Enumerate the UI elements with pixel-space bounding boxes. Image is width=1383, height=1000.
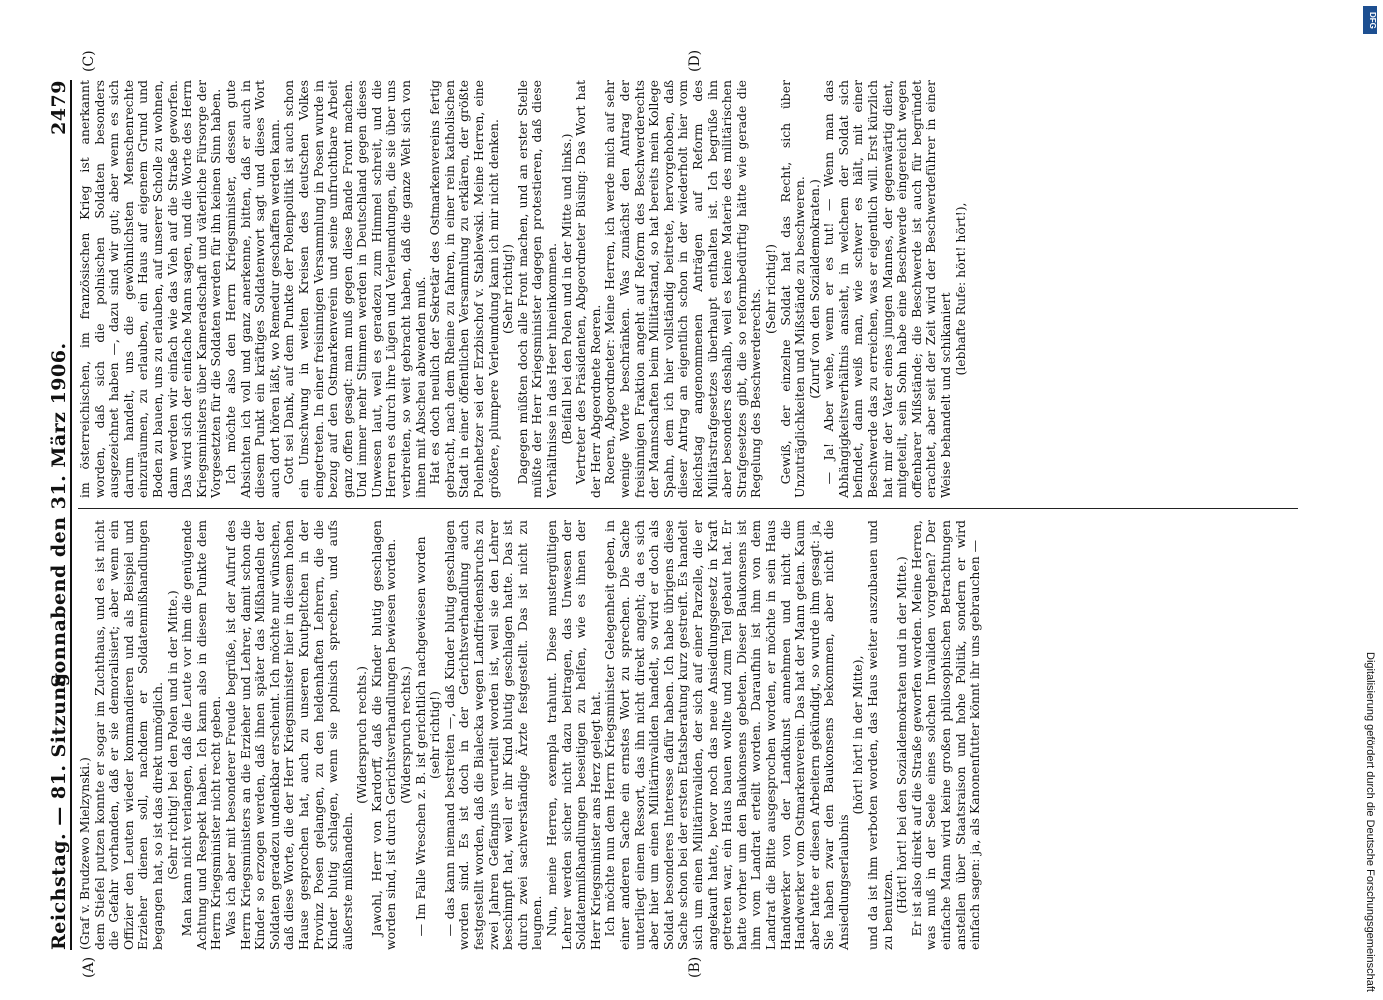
paragraph: Gewiß, der einzelne Soldat hat das Recht, sich über Unzuträglichkeiten und Mißstände zu beschweren.: [777, 80, 808, 498]
margin-marker-b: (B): [687, 956, 703, 978]
column-divider: [78, 508, 1298, 509]
paragraph: — Im Falle Wreschen z. B. ist gerichtlich nachgewiesen worden: [412, 536, 428, 937]
paragraph: (lebhafte Rufe: hört! hört!),: [952, 202, 968, 376]
paragraph: Man kann nicht verlangen, daß die Leute vor ihm die genügende Achtung und Respekt haben. Ich kann also in diesem Punkte dem Herrn Kriegsminister nicht recht geben.: [179, 520, 224, 950]
header-session: Reichstag. — 81. Sitzung.: [48, 665, 71, 950]
paragraph: (Zuruf von den Sozialdemokraten.): [806, 179, 822, 399]
paragraph: Jawohl, Herr von Kardorff, daß die Kinder blutig geschlagen worden sind, ist durch Gerichtsverhandlungen bewiesen worden.: [368, 520, 399, 950]
paragraph: (Beifall bei den Polen und in der Mitte und links.): [558, 133, 574, 445]
paragraph: dem Stiefel putzen konnte er sogar im Zuchthaus, und es ist nicht die Gefahr vorhanden, daß er sie demoralisiert; aber wenn ein Offizier den Leuten wieder kommandieren und als Beispiel und Erzieher dienen soll, nachdem er Soldatenmißhandlungen begangen hat, so ist das direkt unmöglich.: [91, 520, 165, 950]
margin-marker-c: (C): [81, 50, 97, 72]
paragraph: Dagegen müßten doch alle Front machen, und an erster Stelle müßte der Herr Kriegsminister dagegen protestieren, daß diese Verhältnisse in das Heer hineinkommen.: [514, 80, 559, 498]
margin-marker-d: (D): [687, 49, 703, 72]
paragraph: — Ja! Aber wehe, wenn er es tut! — Wenn man das Abhängigkeitsverhältnis ansieht, in welchem der Soldat sich befindet, dann weiß man, wie schwer es hält, mit einer Beschwerde das zu erreichen, was er eigentlich will. Erst kürzlich hat mir der Vater eines jungen Mannes, der gegenwärtig dient, mitgeteilt, sein Sohn habe eine Beschwerde eingereicht wegen offenbarer Mißstände; die Beschwerde ist auch für begründet erachtet, aber seit der Zeit wird der Beschwerdeführer in einer Weise behandelt und schikaniert: [821, 80, 954, 498]
paragraph: und da ist ihm verboten worden, das Haus weiter auszubauen und zu benutzen.: [865, 520, 895, 950]
header-date: Sonnabend den 31. März 1906.: [48, 342, 71, 688]
digitization-credit: [1363, 8, 1377, 992]
paragraph: Nun, meine Herren, exempla trahunt. Diese mustergültigen Lehrer werden sicher nicht dazu beitragen, das Unwesen der Soldatenmißhandlungen beseitigen zu helfen, wie es ihnen der Herr Kriegsminister ans Herz gelegt hat.: [544, 520, 603, 950]
right-column: [78, 80, 1318, 498]
paragraph: (Widerspruch rechts.): [354, 666, 370, 804]
paragraph: (Sehr richtig! bei den Polen und in der Mitte.): [164, 590, 180, 880]
paragraph: (Hört! hört! bei den Sozialdemokraten und in der Mitte.): [894, 556, 910, 914]
paragraph: Gott sei Dank, auf dem Punkte der Polenpolitik ist auch schon ein Umschwung in weiten Kreisen des deutschen Volkes eingetreten. In einer freisinnigen Versammlung in Posen wurde in bezug auf den Ostmarkenverein und seine unfruchtbare Arbeit ganz offen gesagt: man muß gegen diese Bande Front machen. Und immer mehr Stimmen werden in Deutschland gegen dieses Unwesen laut, weil es geradezu zum Himmel schreit, und die Herren es durch ihre Lügen und Verleumdungen, die sie über uns verbreiten, so weit gebracht haben, daß die ganze Welt sich von ihnen mit Abscheu abwenden muß.: [281, 80, 428, 498]
left-column: [78, 520, 1318, 950]
paragraph: (hört! hört! in der Mitte),: [850, 655, 866, 815]
paragraph: Hat es doch neulich der Sekretär des Ostmarkenvereins fertig gebracht, nach dem Rheine zu fahren, in einer rein katholischen Stadt in einer öffentlichen Versammlung zu erklären, der größte Polenhetzer sei der Erzbischof v. Stablewski. Meine Herren, eine größere, plumpere Verleumdung kann ich mir nicht denken.: [427, 80, 501, 498]
paragraph: Was ich aber mit besonderer Freude begrüße, ist der Aufruf des Herrn Kriegsministers an die Erzieher und Lehrer, damit schon die Kinder so erzogen werden, daß ihnen später das Mißhandeln der Soldaten geradezu undenkbar erscheint. Ich möchte nur wünschen, daß diese Worte, die der Herr Kriegsminister hier in diesem hohen Hause gesprochen hat, auch zu unseren Knutpeltchen in der Provinz Posen gelangen, zu den heldenhaften Lehrern, die die Kinder blutig schlagen, wenn sie polnisch sprechen, und aufs äußerste mißhandeln.: [222, 520, 355, 950]
paragraph: Ich möchte nun dem Herrn Kriegsminister Gelegenheit geben, in einer anderen Sache ein ernstes Wort zu sprechen. Die Sache unterliegt einem Ressort, das ihn nicht direkt angeht; da es sich aber hier um einen Militärinvaliden handelt, so wird er doch als Soldat besonderes Interesse dafür haben. Ich habe übrigens diese Sache schon bei der ersten Etatsberatung kurz gestreift. Es handelt sich um einen Militärinvaliden, der sich auf einer Parzelle, die er angekauft hatte, bevor noch das neue Ansiedlungsgesetz in Kraft getreten war, ein Haus bauen wollte und zum Teil gebaut hat. Er hatte vorher um den Baukonsens gebeten. Dieser Baukonsens ist ihm vom Landrat erteilt worden. Daraufhin ist ihm von dem Landrat die Bitte ausgesprochen worden, er möchte in sein Haus Handwerker von der Landkunst annehmen und nicht die Handwerker vom Ostmarkenverein. Das hat der Mann getan. Kaum aber hatte er diesen Arbeitern gekündigt, so wurde ihm gesagt: ja, Sie haben zwar den Baukonsens bekommen, aber nicht die Ansiedlungserlaubnis: [602, 520, 851, 950]
paragraph: im österreichischen, im französischen Krieg ist anerkannt worden, daß sich die polnischen Soldaten besonders ausgezeichnet haben —, dazu sind wir gut; aber wenn es sich darum handelt, uns die gewöhnlichsten Menschenrechte einzuräumen, zu erlauben, ein Haus auf eigenem Grund und Boden zu bauen, uns zu erlauben, auf unserer Scholle zu wohnen, dann werden wir einfach wie das Vieh auf die Straße geworfen. Das wird sich der einfache Mann sagen, und die Worte des Herrn Kriegsministers über Kameradschaft und väterliche Fürsorge der Vorgesetzten für die Soldaten werden für ihn keinen Sinn haben.: [77, 80, 224, 498]
paragraph: — das kann niemand bestreiten —, daß Kinder blutig geschlagen worden sind. Es ist doch in der Gerichtsverhandlung auch festgestellt worden, daß die Bialecka wegen Landfriedensbruchs zu zwei Jahren Gefängnis verurteilt worden ist, weil sie den Lehrer beschimpft hat, weil er ihr Kind blutig geschlagen hatte. Das ist durch zwei sachverständige Ärzte festgestellt. Das ist nicht zu leugnen.: [441, 520, 545, 950]
dfg-logo: DFG: [1363, 6, 1377, 34]
running-head: [46, 80, 72, 950]
paragraph: (Sehr richtig!): [762, 244, 778, 334]
paragraph: (sehr richtig!): [427, 691, 443, 779]
page-number: 2479: [48, 80, 71, 135]
paragraph: Er ist also direkt auf die Straße geworfen worden. Meine Herren, was muß in der Seele eines solchen Invaliden vorgehen? Der einfache Mann wird keine großen philosophischen Betrachtungen anstellen über Staatsraison und hohe Politik, sondern er wird einfach sagen: ja, als Kanonenfutter könnt ihr uns gebrauchen —: [908, 520, 983, 950]
paragraph: (Sehr richtig!): [500, 244, 516, 334]
credit-text: Digitalisierung gefördert durch die Deutsche Forschungsgemeinschaft: [1364, 652, 1376, 992]
paragraph: Roeren, Abgeordneter: Meine Herren, ich werde mich auf sehr wenige Worte beschränken. Was zunächst den Antrag der freisinnigen Fraktion angeht auf Reform des Beschwerderechts der Mannschaften beim Militärstand, so hat bereits mein Kollege Spahn, dem ich hier vollständig beitrete, hervorgehoben, daß dieser Antrag an eigentlich schon in der wiederholt hier vom Reichstag angenommenen Anträgen auf Reform des Militärstrafgesetzes überhaupt enthalten ist. Ich begrüße ihn aber besonders deshalb, weil es keine Materie des militärischen Strafgesetzes gibt, die so reformbedürftig hätte wie gerade die Regelung des Beschwerderechts.: [602, 80, 764, 498]
paragraph: Vertreter des Präsidenten, Abgeordneter Büsing: Das Wort hat der Herr Abgeordnete Roeren.: [573, 80, 603, 498]
margin-marker-a: (A): [81, 956, 97, 978]
paragraph: Ich möchte also den Herrn Kriegsminister, dessen gute Absichten ich voll und ganz anerkenne, bitten, daß er auch in diesem Punkt ein kräftiges Soldatenwort sagt und dieses Wort auch dort hören läßt, wo Remedur geschaffen werden kann.: [222, 80, 282, 498]
rotated-page: [8, 50, 1338, 990]
paragraph: (Widerspruch rechts.): [398, 666, 414, 804]
paragraph: (Graf v. Brudzewo Mielzynski.): [77, 757, 92, 950]
